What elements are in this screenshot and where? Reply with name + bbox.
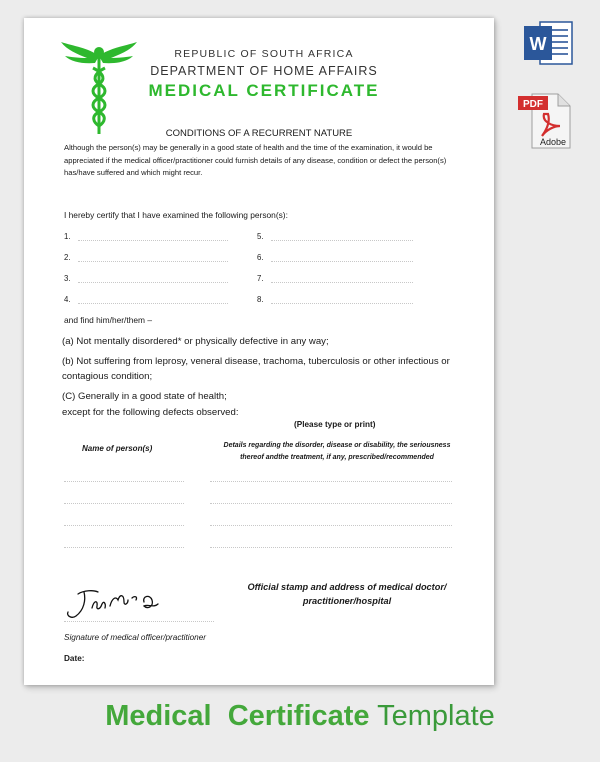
conditions-text: Although the person(s) may be generally in a good state of health and the time of the examination, it would be appreciated if the medical officer/practitioner could furnish details of any disease, condition or defect the person(s) has/have suffered and which might recur. (64, 143, 447, 177)
details-field-1[interactable] (210, 481, 452, 482)
person-field (78, 282, 228, 283)
handwritten-signature (64, 586, 184, 622)
caption-word-3: Template (377, 700, 495, 732)
person-field (78, 303, 228, 304)
please-type-note: (Please type or print) (294, 420, 376, 429)
person-number: 5. (257, 232, 264, 241)
word-document-icon[interactable] (522, 20, 574, 66)
person-field (271, 282, 413, 283)
clause-b: (b) Not suffering from leprosy, veneral disease, trachoma, tuberculosis or other infectious or contagious condition; (62, 356, 450, 382)
except-statement: except for the following defects observed: (62, 407, 239, 418)
person-number: 7. (257, 274, 264, 283)
department-heading: DEPARTMENT OF HOME AFFAIRS (150, 64, 378, 78)
person-field (271, 240, 413, 241)
stamp-note: Official stamp and address of medical doctor/ practitioner/hospital (247, 582, 447, 606)
template-caption (0, 700, 600, 733)
adobe-label: Adobe (539, 137, 567, 147)
person-number: 3. (64, 274, 71, 283)
person-number: 6. (257, 253, 264, 262)
name-column-header: Name of person(s) (82, 444, 153, 453)
caption-word-1: Medical (105, 700, 212, 732)
republic-heading: REPUBLIC OF SOUTH AFRICA (174, 48, 354, 60)
details-field-3[interactable] (210, 525, 452, 526)
word-letter: W (529, 34, 547, 54)
signature-line[interactable] (64, 621, 214, 622)
date-label: Date: (64, 654, 85, 663)
person-field (271, 303, 413, 304)
clause-a: (a) Not mentally disordered* or physically defective in any way; (62, 336, 329, 347)
person-number: 4. (64, 295, 71, 304)
person-number: 8. (257, 295, 264, 304)
signature-label: Signature of medical officer/practitioner (64, 633, 206, 642)
person-number: 2. (64, 253, 71, 262)
certificate-page (24, 18, 494, 685)
pdf-label: PDF (523, 99, 543, 110)
pdf-document-icon[interactable] (518, 92, 576, 150)
name-field-4[interactable] (64, 547, 184, 548)
clause-c: (C) Generally in a good state of health; (62, 391, 227, 402)
details-field-2[interactable] (210, 503, 452, 504)
caduceus-logo (59, 38, 139, 138)
name-field-3[interactable] (64, 525, 184, 526)
person-field (78, 240, 228, 241)
details-field-4[interactable] (210, 547, 452, 548)
person-field (78, 261, 228, 262)
name-field-2[interactable] (64, 503, 184, 504)
person-number: 1. (64, 232, 71, 241)
details-column-header: Details regarding the disorder, disease or disability, the seriousness thereof andthe treatment, if any, prescribed/recommended (223, 442, 451, 461)
caption-word-2: Certificate (227, 700, 370, 732)
certificate-title: MEDICAL CERTIFICATE (148, 81, 380, 100)
conditions-title: CONDITIONS OF A RECURRENT NATURE (165, 128, 353, 139)
name-field-1[interactable] (64, 481, 184, 482)
find-statement: and find him/her/them – (64, 315, 152, 325)
person-field (271, 261, 413, 262)
certify-statement: I hereby certify that I have examined the following person(s): (64, 210, 288, 220)
